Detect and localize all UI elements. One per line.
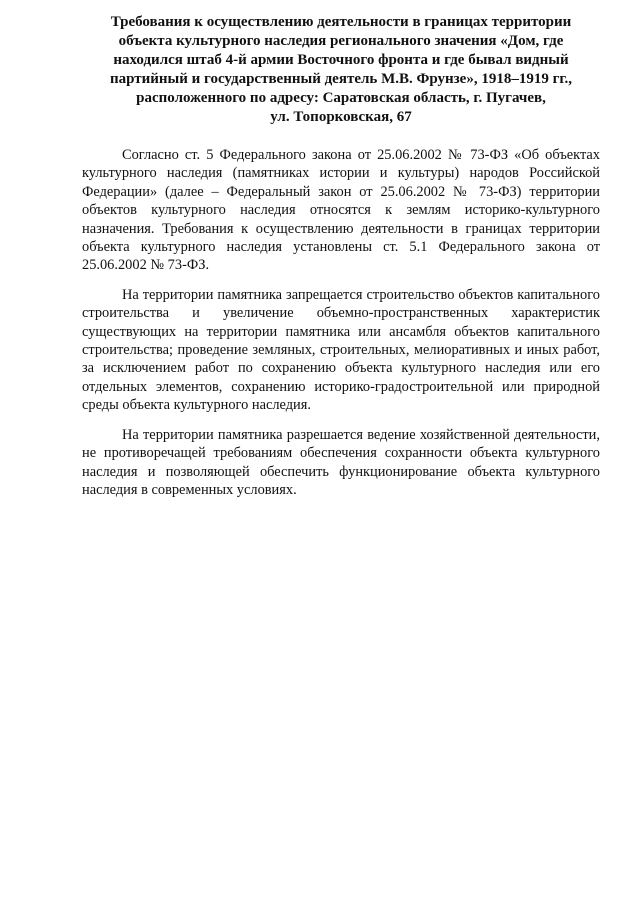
title-line: объекта культурного наследия регионального значения «Дом, где (118, 33, 564, 49)
title-line: расположенного по адресу: Саратовская область, г. Пугачев, (136, 90, 546, 106)
document-title (82, 13, 600, 127)
paragraph-permissions: На территории памятника разрешается ведение хозяйственной деятельности, не противоречащей требованиям обеспечения сохранности объекта культурного наследия и позволяющей обеспечить функционирование объекта культурного наследия в современных условиях. (82, 426, 600, 498)
document-page (82, 13, 600, 510)
title-line: ул. Топорковская, 67 (270, 109, 412, 125)
title-line: Требования к осуществлению деятельности в границах территории (110, 14, 572, 30)
paragraph-legal-basis: Согласно ст. 5 Федерального закона от 25.06.2002 № 73-ФЗ «Об объектах культурного наследия (памятниках истории и культуры) народов Российской Федерации» (далее – Федеральный закон от 25.06.2002 № 73-ФЗ) территории объектов культурного наследия относятся к землям историко-культурного назначения. Требования к осуществлению деятельности в границах территории объекта культурного наследия установлены ст. 5.1 Федерального закона от 25.06.2002 № 73-ФЗ. (82, 147, 600, 274)
title-line: находился штаб 4-й армии Восточного фронта и где бывал видный (113, 52, 569, 68)
title-line: партийный и государственный деятель М.В. Фрунзе», 1918–1919 гг., (109, 71, 573, 87)
document-body (82, 146, 600, 499)
paragraph-prohibitions: На территории памятника запрещается строительство объектов капитального строительства и увеличение объемно-пространственных характеристик существующих на территории памятника или ансамбля объектов капитального строительства; проведение земляных, строительных, мелиоративных и иных работ, за исключением работ по сохранению объекта культурного наследия или его отдельных элементов, сохранению историко-градостроительной или природной среды объекта культурного наследия. (82, 286, 600, 414)
